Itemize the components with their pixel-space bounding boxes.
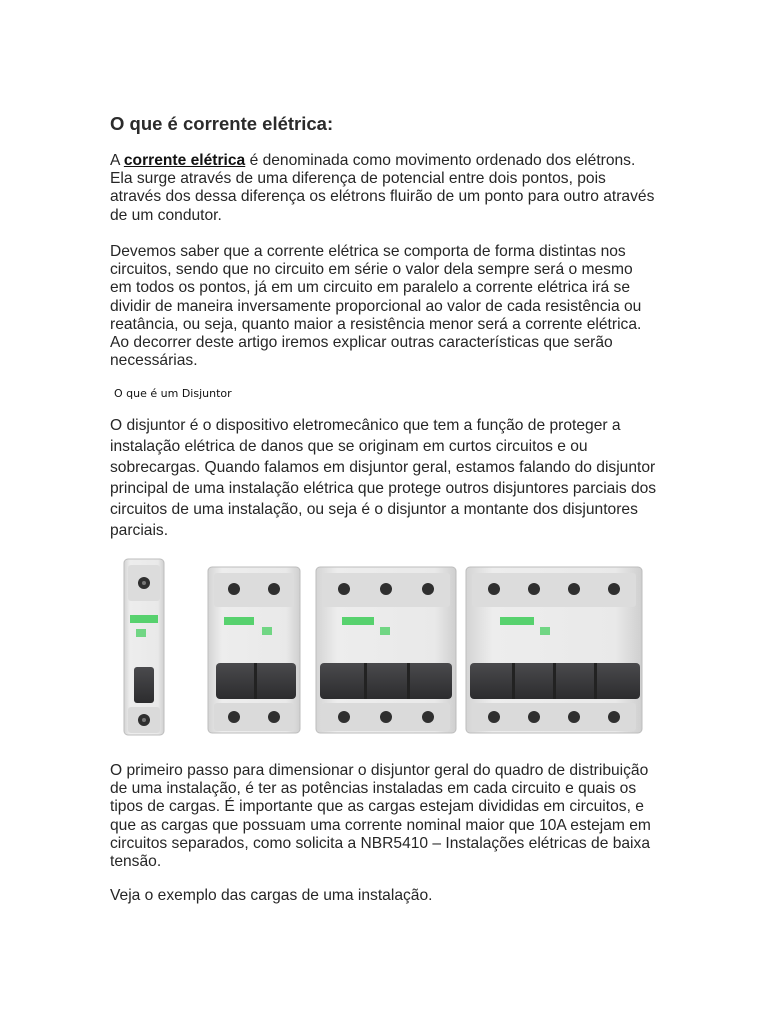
page-title: O que é corrente elétrica: — [110, 113, 334, 134]
paragraph-intro-rest: é denominada como movimento ordenado dos elétrons. Ela surge através de uma diferença de potencial entre dois pontos, pois através dos dessa diferença os elétrons fluirão de um ponto para outro através de um condutor. — [110, 152, 655, 224]
corrente-eletrica-link[interactable]: corrente elétrica — [123, 152, 246, 169]
breaker-2-pole — [208, 567, 300, 733]
breaker-3-pole — [316, 567, 456, 733]
section-heading-disjuntor: O que é um Disjuntor — [114, 387, 232, 400]
paragraph-exemplo: Veja o exemplo das cargas de uma instalação. — [110, 887, 433, 904]
paragraph-circuits: Devemos saber que a corrente elétrica se comporta de forma distintas nos circuitos, sendo que no circuito em série o valor dela sempre será o mesmo em todos os pontos, já em um circuito em paralelo a corrente elétrica irá se dividir de maneira inversamente proporcional ao valor de cada resistência ou reatância, ou seja, quanto maior a resistência menor será a corrente elétrica. Ao decorrer deste artigo iremos explicar outras características que serão necessárias. — [110, 243, 642, 370]
breaker-1-pole — [124, 559, 164, 735]
circuit-breakers-image — [120, 557, 646, 737]
paragraph-intro — [110, 152, 655, 225]
paragraph-disjuntor: O disjuntor é o dispositivo eletromecânico que tem a função de proteger a instalação elétrica de danos que se originam em curtos circuitos e ou sobrecargas. Quando falamos em disjuntor geral, estamos falando do disjuntor principal de uma instalação elétrica que protege outros disjuntores parciais dos circuitos de uma instalação, ou seja é o disjuntor a montante dos disjuntores parciais. — [110, 417, 657, 539]
paragraph-dimensionar: O primeiro passo para dimensionar o disjuntor geral do quadro de distribuição de uma instalação, é ter as potências instaladas em cada circuito e quais os tipos de cargas. É importante que as cargas estejam divididas em circuitos, e que as cargas que possuam uma corrente nominal maior que 10A estejam em circuitos separados, como solicita a NBR5410 – Instalações elétricas de baixa tensão. — [110, 762, 651, 871]
breaker-4-pole — [466, 567, 642, 733]
paragraph-intro-lead: A — [110, 152, 124, 169]
